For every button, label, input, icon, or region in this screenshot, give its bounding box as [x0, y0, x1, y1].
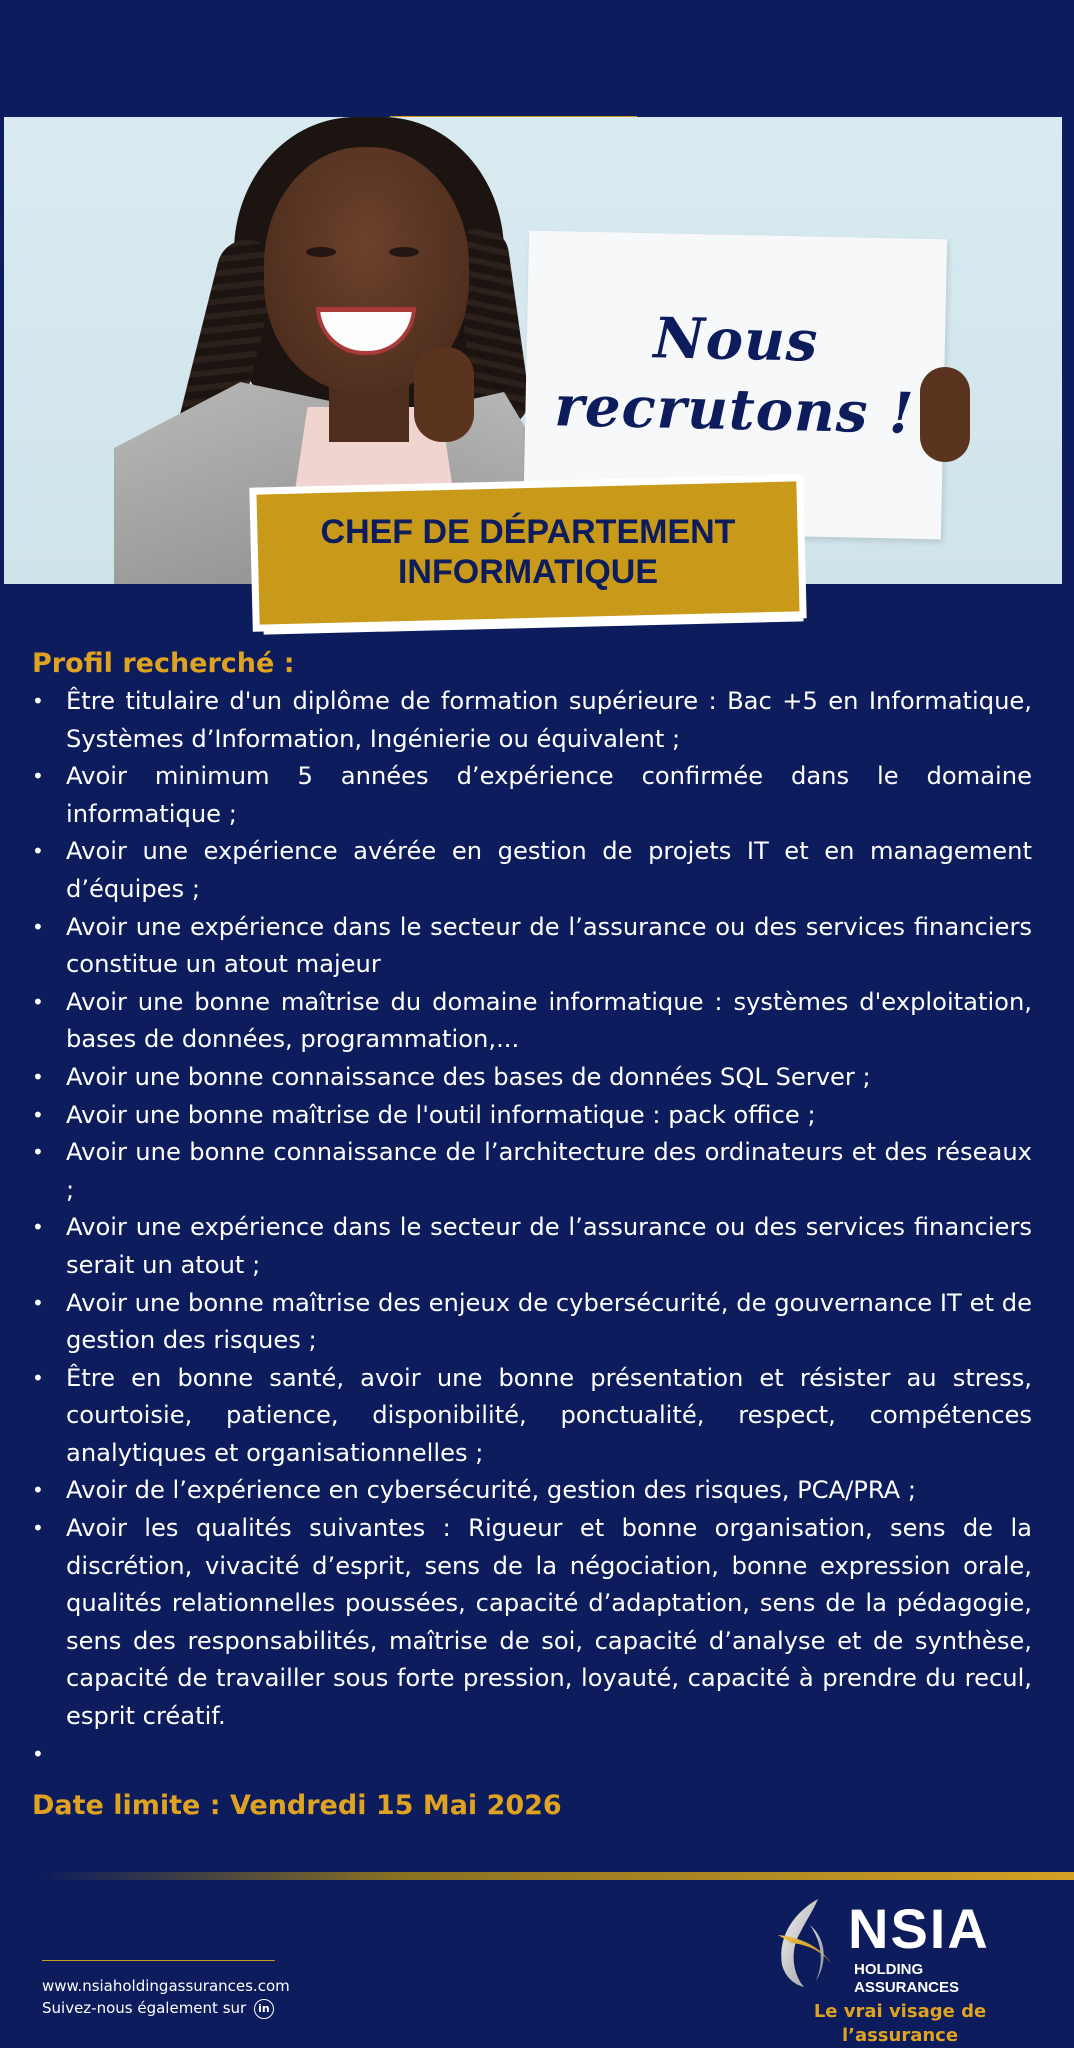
profile-heading: Profil recherché : — [32, 648, 295, 679]
list-item: • Avoir une bonne maîtrise du domaine informatique : systèmes d'exploitation, bases de données, programmation,... — [32, 984, 1032, 1059]
list-item: • Être en bonne santé, avoir une bonne présentation et résister au stress, courtoisie, patience, disponibilité, ponctualité, respect, compétences analytiques et organisationnelles ; — [32, 1360, 1032, 1473]
list-item: • Avoir une bonne connaissance des bases de données SQL Server ; — [32, 1059, 1032, 1097]
requirements-list — [32, 683, 1032, 1773]
footer-gold-rule — [40, 1872, 1074, 1880]
list-item: • Avoir minimum 5 années d’expérience confirmée dans le domaine informatique ; — [32, 758, 1032, 833]
list-item: • Avoir les qualités suivantes : Rigueur et bonne organisation, sens de la discrétion, vivacité d’esprit, sens de la négociation, bonne expression orale, qualités relationnelles poussées, capacité d’adaptation, sens de la pédagogie, sens des responsabilités, maîtrise de soi, capacité d’analyse et de synthèse, capacité de travailler sous forte pression, loyauté, capacité à prendre du recul, esprit créatif. — [32, 1510, 1032, 1736]
list-item: • Avoir une expérience dans le secteur de l’assurance ou des services financiers constitue un atout majeur — [32, 909, 1032, 984]
footer-separator — [42, 1960, 275, 1961]
follow-text: Suivez-nous également sur — [42, 1999, 247, 2017]
right-hand — [920, 367, 970, 462]
job-title — [258, 512, 798, 592]
deadline: Date limite : Vendredi 15 Mai 2026 — [32, 1790, 562, 1822]
list-item: • Avoir une bonne maîtrise des enjeux de cybersécurité, de gouvernance IT et de gestion des risques ; — [32, 1285, 1032, 1360]
sign-text-line2: recrutons ! — [553, 373, 916, 447]
profile-section — [32, 645, 1032, 1825]
nsia-emblem-icon — [770, 1895, 840, 1990]
list-item-empty — [32, 1736, 1032, 1774]
logo-name: NSIA — [848, 1897, 990, 1960]
follow-line — [42, 1997, 282, 2019]
list-item: • Avoir une expérience dans le secteur de l’assurance ou des services financiers serait un atout ; — [32, 1209, 1032, 1284]
linkedin-icon[interactable]: in — [254, 1999, 274, 2019]
nsia-logo — [770, 1895, 1030, 1996]
job-title-line2: INFORMATIQUE — [397, 553, 658, 591]
list-item: • Avoir une bonne connaissance de l’architecture des ordinateurs et des réseaux ; — [32, 1134, 1032, 1209]
website-link[interactable]: www.nsiaholdingassurances.com — [42, 1977, 290, 1995]
logo-subtitle: HOLDING ASSURANCES — [854, 1961, 960, 1996]
list-item: • Être titulaire d'un diplôme de formation supérieure : Bac +5 en Informatique, Systèmes d’Information, Ingénierie ou équivalent ; — [32, 683, 1032, 758]
job-title-line1: CHEF DE DÉPARTEMENT — [320, 513, 736, 551]
tagline: Le vrai visage de l’assurance — [813, 2001, 987, 2046]
list-item: • Avoir de l’expérience en cybersécurité, gestion des risques, PCA/PRA ; — [32, 1472, 1032, 1510]
list-item: • Avoir une expérience avérée en gestion de projets IT et en management d’équipes ; — [32, 833, 1032, 908]
footer-contact — [42, 1960, 290, 2019]
sign-text-line1: Nous — [652, 305, 820, 375]
left-hand — [414, 347, 474, 442]
list-item: • Avoir une bonne maîtrise de l'outil informatique : pack office ; — [32, 1097, 1032, 1135]
